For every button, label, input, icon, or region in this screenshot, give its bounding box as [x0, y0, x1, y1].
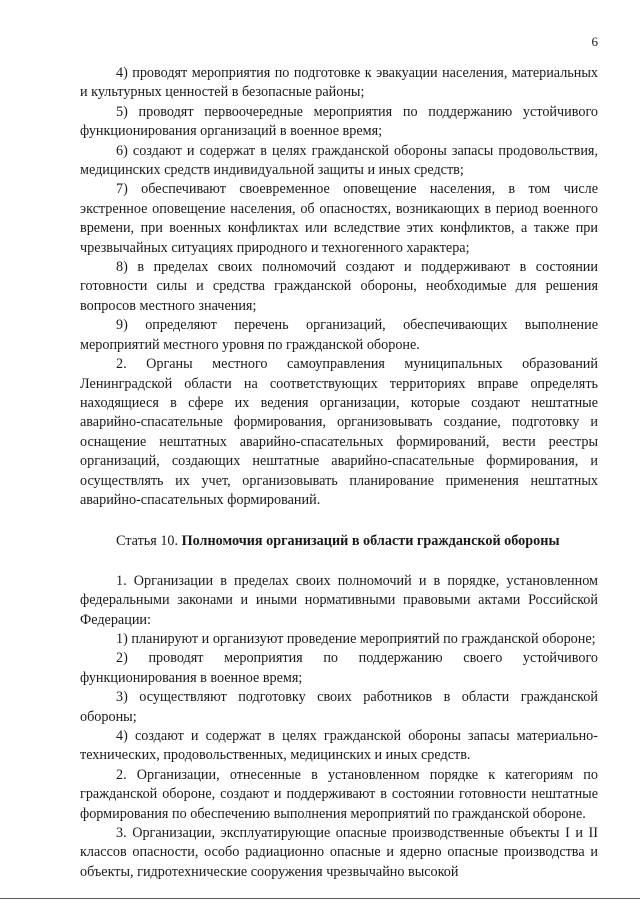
paragraph: 5) проводят первоочередные мероприятия по поддержанию устойчивого функционирования организаций в военное время; — [80, 103, 598, 140]
article-number: Статья 10. — [116, 533, 182, 550]
paragraph: 1. Организации в пределах своих полномочий и в порядке, установленном федеральными законами и иными нормативными правовыми актами Российской Федерации: — [80, 572, 598, 628]
paragraph: 1) планируют и организуют проведение мероприятий по гражданской обороне; — [116, 630, 596, 647]
paragraph: 8) в пределах своих полномочий создают и поддерживают в состоянии готовности силы и средства гражданской обороны, необходимые для решения вопросов местного значения; — [80, 259, 598, 314]
page-bottom-rule — [0, 898, 640, 899]
article-title: Полномочия организаций в области гражданской обороны — [181, 533, 560, 550]
page-number: 6 — [591, 34, 598, 49]
article-heading — [80, 532, 598, 551]
paragraph: 2) проводят мероприятия по поддержанию своего устойчивого функционирования в военное время; — [80, 650, 598, 686]
paragraph: 4) создают и содержат в целях гражданской обороны запасы материально-технических, продовольственных, медицинских и иных средств. — [80, 728, 598, 764]
paragraph: 9) определяют перечень организаций, обеспечивающих выполнение мероприятий местного уровня по гражданской обороне. — [80, 317, 598, 353]
paragraph: 4) проводят мероприятия по подготовке к эвакуации населения, материальных и культурных ценностей в безопасные районы; — [80, 65, 598, 101]
document-body — [80, 64, 598, 882]
paragraph: 3. Организации, эксплуатирующие опасные производственные объекты I и II классов опасности, особо радиационно опасные и ядерно опасные производства и объекты, гидротехнические сооружения чрезвычайно высокой — [80, 825, 598, 880]
paragraph: 3) осуществляют подготовку своих работников в области гражданской обороны; — [80, 689, 598, 725]
paragraph: 6) создают и содержат в целях гражданской обороны запасы продовольствия, медицинских средств индивидуальной защиты и иных средств; — [80, 142, 598, 179]
paragraph: 2. Органы местного самоуправления муниципальных образований Ленинградской области на соответствующих территориях вправе определять находящиеся в сфере их ведения организации, которые создают нештатные аварийно-спасательные формирования, организовывать создание, подготовку и оснащение нештатных аварийно-спасательных формирований, вести реестры организаций, создающих нештатные аварийно-спасательные формирования, и осуществлять их учет, организовывать планирование применения нештатных аварийно-спасательных формирований. — [80, 356, 598, 508]
paragraph: 2. Организации, отнесенные в установленном порядке к категориям по гражданской обороне, создают и поддерживают в состоянии готовности нештатные формирования по обеспечению выполнения мероприятий по гражданской обороне. — [80, 766, 598, 822]
paragraph: 7) обеспечивают своевременное оповещение населения, в том числе экстренное оповещение населения, об опасностях, возникающих в период военного времени, при военных конфликтах или вследствие этих конфликтов, а также при чрезвычайных ситуациях природного и техногенного характера; — [80, 181, 598, 256]
